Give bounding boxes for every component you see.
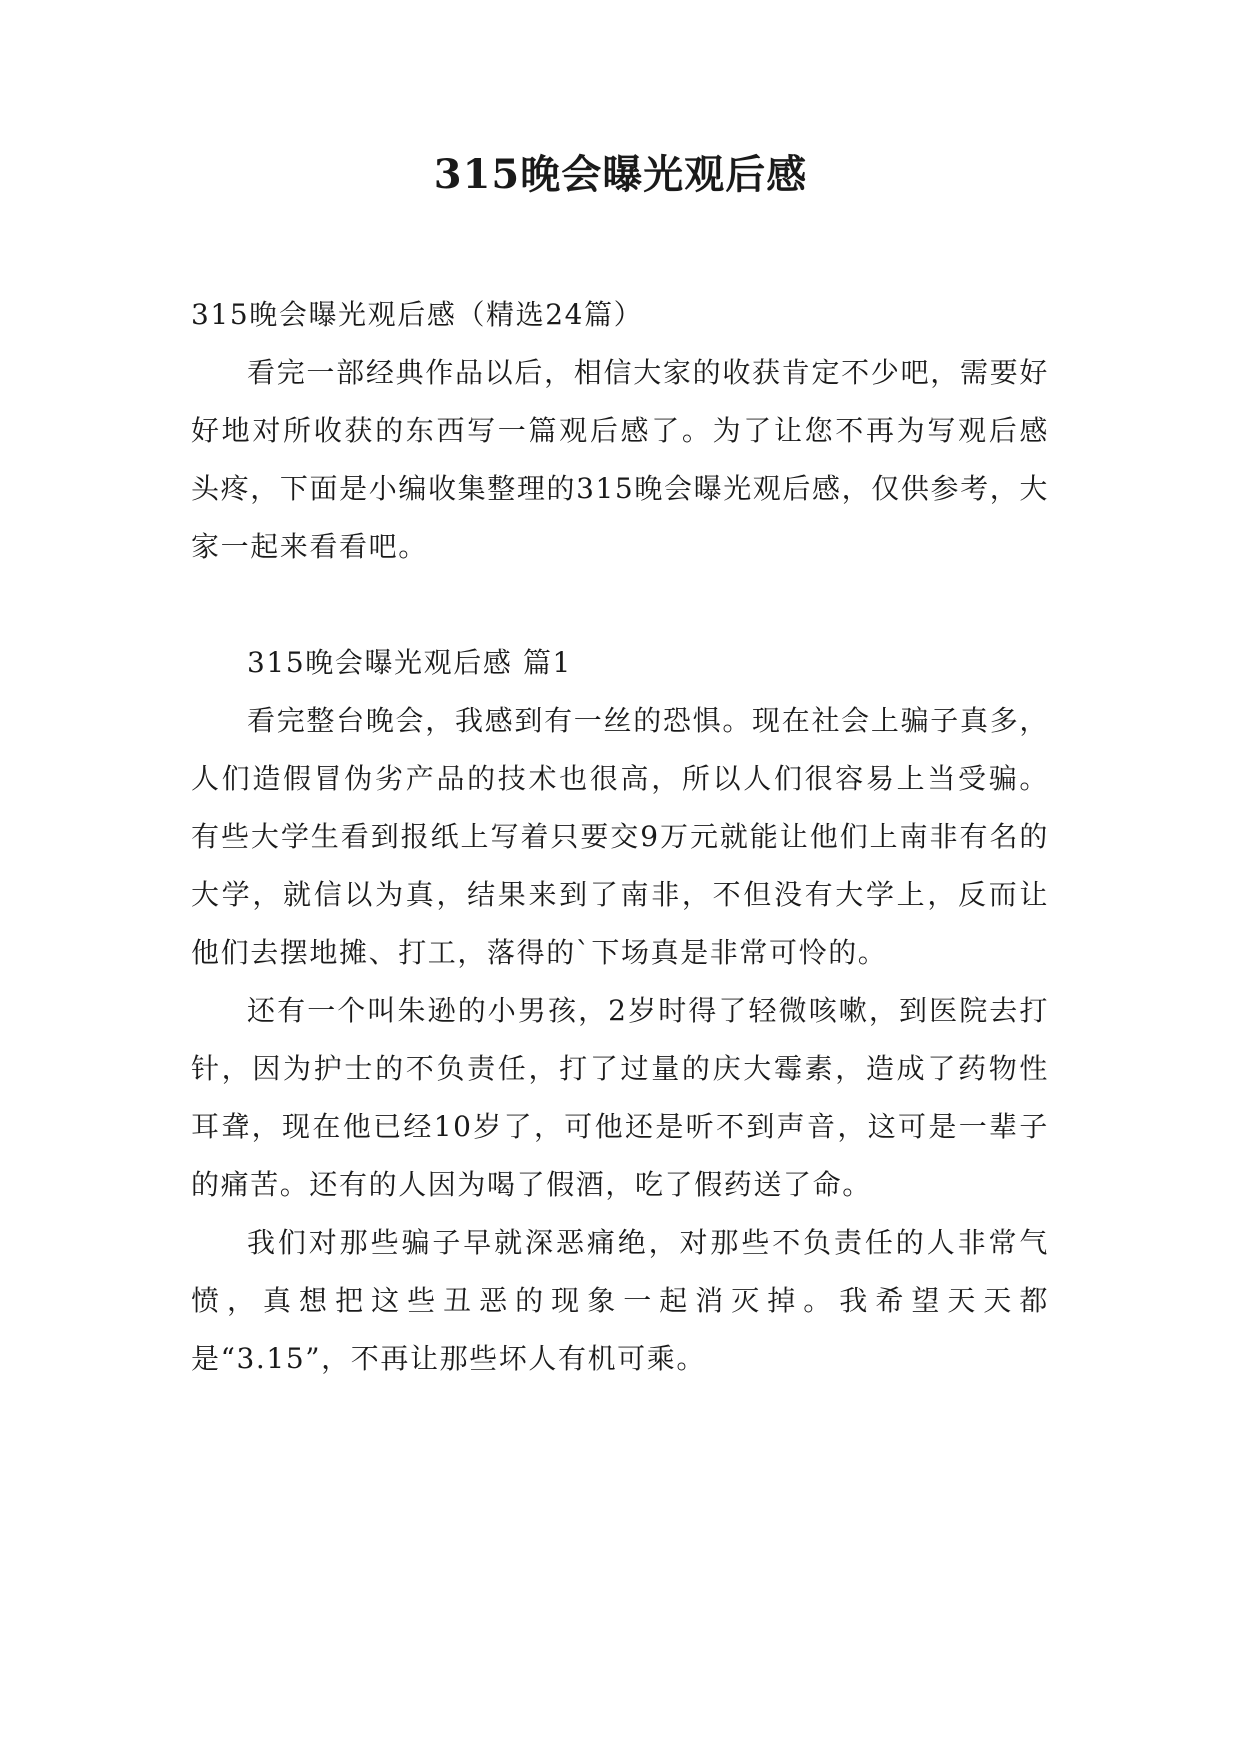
- body-paragraph: 看完整台晚会，我感到有一丝的恐惧。现在社会上骗子真多，人们造假冒伪劣产品的技术也很高，所以人们很容易上当受骗。有些大学生看到报纸上写着只要交9万元就能让他们上南非有名的大学，就信以为真，结果来到了南非，不但没有大学上，反而让他们去摆地摊、打工，落得的`下场真是非常可怜的。: [191, 704, 1049, 969]
- document-title: 315晚会曝光观后感: [433, 151, 808, 198]
- document-subtitle: 315晚会曝光观后感（精选24篇）: [191, 298, 644, 331]
- document-body: [191, 286, 1049, 1388]
- intro-paragraph: 看完一部经典作品以后，相信大家的收获肯定不少吧，需要好好地对所收获的东西写一篇观后感了。为了让您不再为写观后感头疼，下面是小编收集整理的315晚会曝光观后感，仅供参考，大家一起来看看吧。: [191, 356, 1049, 563]
- body-paragraph: 还有一个叫朱逊的小男孩，2岁时得了轻微咳嗽，到医院去打针，因为护士的不负责任，打了过量的庆大霉素，造成了药物性耳聋，现在他已经10岁了，可他还是听不到声音，这可是一辈子的痛苦。还有的人因为喝了假酒，吃了假药送了命。: [191, 994, 1049, 1201]
- section-heading: 315晚会曝光观后感 篇1: [247, 646, 572, 679]
- body-paragraph: 我们对那些骗子早就深恶痛绝，对那些不负责任的人非常气愤，真想把这些丑恶的现象一起消灭掉。我希望天天都是“3.15”，不再让那些坏人有机可乘。: [191, 1226, 1049, 1375]
